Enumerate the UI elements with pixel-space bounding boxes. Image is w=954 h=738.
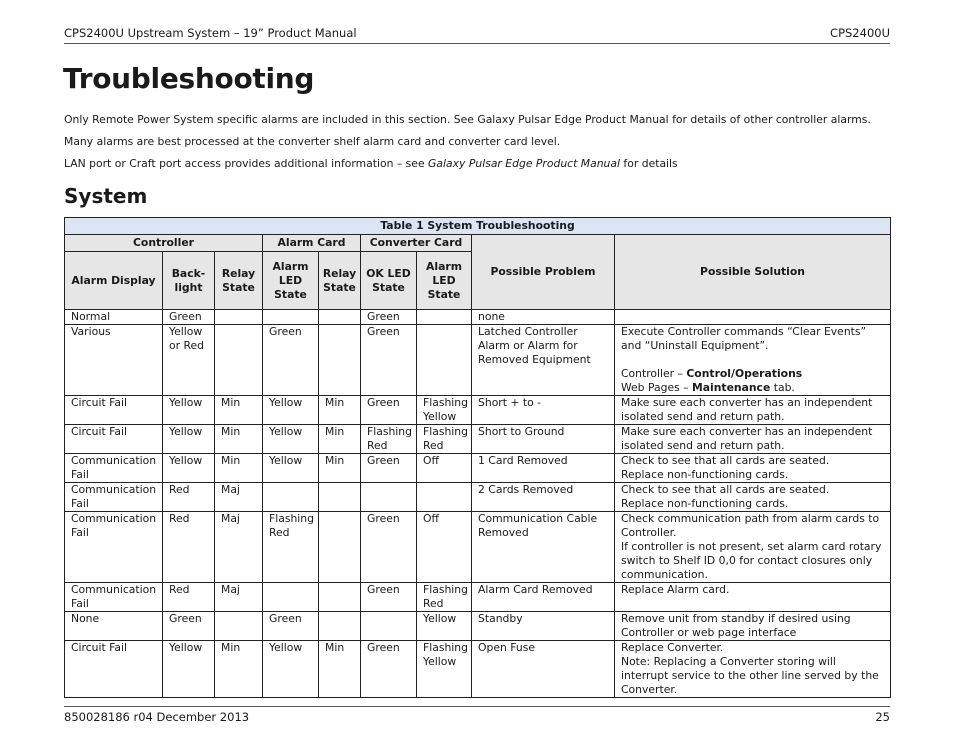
- cell-possible-solution: [615, 512, 891, 583]
- cell-backlight: Red: [163, 583, 215, 612]
- group-header-controller: Controller: [65, 235, 263, 252]
- cell-alarm-display: Circuit Fail: [65, 641, 163, 698]
- cell-alarm-display: None: [65, 612, 163, 641]
- cell-converter-alarm-led-state: [417, 325, 472, 396]
- cell-possible-problem: none: [472, 310, 615, 325]
- cell-alarm-display: Normal: [65, 310, 163, 325]
- cell-alarm-led-state: [263, 583, 319, 612]
- column-header-alarm-led-state: Alarm LED State: [263, 252, 319, 310]
- cell-alarm-card-relay-state: [319, 612, 361, 641]
- cell-relay-state: Min: [215, 454, 263, 483]
- solution-line: Replace non-functioning cards.: [621, 497, 789, 510]
- solution-text: Execute Controller commands “Clear Events” and “Uninstall Equipment”.: [621, 325, 867, 352]
- solution-line: [621, 381, 884, 395]
- footer-page-number: 25: [875, 710, 890, 724]
- cell-ok-led-state: Green: [361, 454, 417, 483]
- cell-alarm-led-state: [263, 310, 319, 325]
- cell-backlight: Yellow: [163, 641, 215, 698]
- cell-alarm-card-relay-state: [319, 483, 361, 512]
- cell-relay-state: [215, 325, 263, 396]
- cell-possible-solution: [615, 396, 891, 425]
- cell-alarm-card-relay-state: [319, 512, 361, 583]
- solution-line: Check to see that all cards are seated.: [621, 483, 830, 496]
- page-header: [64, 26, 890, 44]
- cell-alarm-led-state: Yellow: [263, 454, 319, 483]
- page-title: Troubleshooting: [63, 62, 315, 95]
- cell-relay-state: Min: [215, 396, 263, 425]
- table-row: [65, 583, 891, 612]
- cell-ok-led-state: Green: [361, 396, 417, 425]
- cell-alarm-display: Circuit Fail: [65, 396, 163, 425]
- cell-ok-led-state: Flashing Red: [361, 425, 417, 454]
- cell-alarm-card-relay-state: Min: [319, 425, 361, 454]
- solution-text: Web Pages –: [621, 381, 692, 394]
- cell-alarm-card-relay-state: [319, 583, 361, 612]
- cell-alarm-display: Communication Fail: [65, 483, 163, 512]
- cell-backlight: Yellow: [163, 454, 215, 483]
- cell-alarm-led-state: Green: [263, 325, 319, 396]
- solution-line: Check to see that all cards are seated.: [621, 454, 830, 467]
- intro-paragraph-2: Many alarms are best processed at the converter shelf alarm card and converter card level.: [64, 135, 561, 148]
- intro-p3-tail: for details: [620, 157, 678, 170]
- table-row: [65, 483, 891, 512]
- solution-text: Controller –: [621, 367, 687, 380]
- header-product-name: CPS2400U: [830, 26, 890, 40]
- solution-line: Replace Alarm card.: [621, 583, 730, 596]
- table-row: [65, 512, 891, 583]
- cell-ok-led-state: Green: [361, 310, 417, 325]
- cell-alarm-card-relay-state: Min: [319, 454, 361, 483]
- solution-line: Note: Replacing a Converter storing will interrupt service to the other line served by the Converter.: [621, 655, 879, 696]
- cell-backlight: Red: [163, 483, 215, 512]
- cell-alarm-display: Communication Fail: [65, 583, 163, 612]
- cell-ok-led-state: [361, 483, 417, 512]
- cell-ok-led-state: Green: [361, 583, 417, 612]
- solution-line: [621, 367, 884, 381]
- cell-alarm-led-state: Yellow: [263, 425, 319, 454]
- solution-line: Replace non-functioning cards.: [621, 468, 789, 481]
- cell-alarm-led-state: Yellow: [263, 396, 319, 425]
- cell-converter-alarm-led-state: Flashing Red: [417, 425, 472, 454]
- column-header-possible-solution: Possible Solution: [615, 235, 891, 310]
- cell-alarm-led-state: [263, 483, 319, 512]
- footer-document-info: 850028186 r04 December 2013: [64, 710, 250, 724]
- cell-alarm-display: Circuit Fail: [65, 425, 163, 454]
- cell-relay-state: Maj: [215, 583, 263, 612]
- cell-relay-state: [215, 310, 263, 325]
- table-row: [65, 641, 891, 698]
- cell-converter-alarm-led-state: Off: [417, 512, 472, 583]
- column-header-ok-led-state: OK LED State: [361, 252, 417, 310]
- cell-ok-led-state: [361, 612, 417, 641]
- table-caption: Table 1 System Troubleshooting: [65, 218, 891, 235]
- cell-backlight: Yellow or Red: [163, 325, 215, 396]
- solution-bold-term: Maintenance: [692, 381, 771, 394]
- cell-alarm-card-relay-state: Min: [319, 396, 361, 425]
- solution-line: If controller is not present, set alarm card rotary switch to Shelf ID 0,0 for contact closures only communication.: [621, 540, 882, 581]
- cell-relay-state: Min: [215, 641, 263, 698]
- cell-alarm-display: Various: [65, 325, 163, 396]
- intro-p3-text: LAN port or Craft port access provides additional information – see: [64, 157, 429, 170]
- cell-converter-alarm-led-state: [417, 483, 472, 512]
- intro-paragraph-3: [64, 157, 904, 170]
- group-header-alarm-card: Alarm Card: [263, 235, 361, 252]
- cell-possible-problem: Alarm Card Removed: [472, 583, 615, 612]
- cell-alarm-card-relay-state: [319, 325, 361, 396]
- solution-line: Remove unit from standby if desired using Controller or web page interface: [621, 612, 851, 639]
- cell-alarm-led-state: Flashing Red: [263, 512, 319, 583]
- solution-spacer: [621, 353, 884, 367]
- cell-possible-problem: Communication Cable Removed: [472, 512, 615, 583]
- cell-converter-alarm-led-state: Flashing Yellow: [417, 641, 472, 698]
- intro-paragraph-1: Only Remote Power System specific alarms are included in this section. See Galaxy Pulsar Edge Product Manual for details of other controller alarms.: [64, 113, 871, 126]
- cell-ok-led-state: Green: [361, 512, 417, 583]
- cell-possible-solution: [615, 310, 891, 325]
- cell-possible-problem: Open Fuse: [472, 641, 615, 698]
- intro-p3-reference: Galaxy Pulsar Edge Product Manual: [428, 157, 620, 170]
- cell-possible-problem: 1 Card Removed: [472, 454, 615, 483]
- cell-backlight: Green: [163, 310, 215, 325]
- solution-line: [621, 325, 884, 353]
- table-row: [65, 325, 891, 396]
- cell-relay-state: Maj: [215, 483, 263, 512]
- cell-possible-solution: [615, 425, 891, 454]
- page-footer: [64, 706, 890, 724]
- cell-possible-solution: [615, 325, 891, 396]
- column-header-relay-state: Relay State: [215, 252, 263, 310]
- cell-possible-problem: Standby: [472, 612, 615, 641]
- cell-relay-state: Min: [215, 425, 263, 454]
- cell-possible-solution: [615, 612, 891, 641]
- header-manual-title: CPS2400U Upstream System – 19” Product Manual: [64, 26, 357, 40]
- column-header-alarm-display: Alarm Display: [65, 252, 163, 310]
- cell-ok-led-state: Green: [361, 641, 417, 698]
- table-body: [65, 310, 891, 698]
- system-troubleshooting-table: [64, 217, 891, 698]
- cell-alarm-card-relay-state: [319, 310, 361, 325]
- column-header-possible-problem: Possible Problem: [472, 235, 615, 310]
- cell-possible-problem: Latched Controller Alarm or Alarm for Removed Equipment: [472, 325, 615, 396]
- cell-converter-alarm-led-state: [417, 310, 472, 325]
- cell-possible-problem: 2 Cards Removed: [472, 483, 615, 512]
- table-row: [65, 310, 891, 325]
- table-row: [65, 454, 891, 483]
- column-header-backlight: Back-light: [163, 252, 215, 310]
- solution-text: tab.: [770, 381, 795, 394]
- section-title-system: System: [64, 184, 148, 208]
- group-header-converter-card: Converter Card: [361, 235, 472, 252]
- cell-backlight: Green: [163, 612, 215, 641]
- table-row: [65, 425, 891, 454]
- solution-bold-term: Control/Operations: [686, 367, 803, 380]
- cell-possible-solution: [615, 483, 891, 512]
- cell-backlight: Red: [163, 512, 215, 583]
- cell-possible-solution: [615, 641, 891, 698]
- cell-ok-led-state: Green: [361, 325, 417, 396]
- cell-alarm-led-state: Yellow: [263, 641, 319, 698]
- cell-converter-alarm-led-state: Off: [417, 454, 472, 483]
- cell-possible-solution: [615, 454, 891, 483]
- table-row: [65, 396, 891, 425]
- column-header-converter-alarm-led-state: Alarm LED State: [417, 252, 472, 310]
- cell-backlight: Yellow: [163, 396, 215, 425]
- cell-converter-alarm-led-state: Yellow: [417, 612, 472, 641]
- cell-alarm-display: Communication Fail: [65, 454, 163, 483]
- solution-line: Check communication path from alarm cards to Controller.: [621, 512, 880, 539]
- cell-alarm-display: Communication Fail: [65, 512, 163, 583]
- solution-line: Replace Converter.: [621, 641, 724, 654]
- solution-line: Make sure each converter has an independent isolated send and return path.: [621, 425, 873, 452]
- cell-possible-problem: Short + to -: [472, 396, 615, 425]
- table-row: [65, 612, 891, 641]
- cell-possible-problem: Short to Ground: [472, 425, 615, 454]
- cell-converter-alarm-led-state: Flashing Yellow: [417, 396, 472, 425]
- column-header-alarm-card-relay-state: Relay State: [319, 252, 361, 310]
- cell-backlight: Yellow: [163, 425, 215, 454]
- cell-relay-state: [215, 612, 263, 641]
- cell-possible-solution: [615, 583, 891, 612]
- cell-relay-state: Maj: [215, 512, 263, 583]
- cell-converter-alarm-led-state: Flashing Red: [417, 583, 472, 612]
- solution-line: Make sure each converter has an independent isolated send and return path.: [621, 396, 873, 423]
- cell-alarm-card-relay-state: Min: [319, 641, 361, 698]
- cell-alarm-led-state: Green: [263, 612, 319, 641]
